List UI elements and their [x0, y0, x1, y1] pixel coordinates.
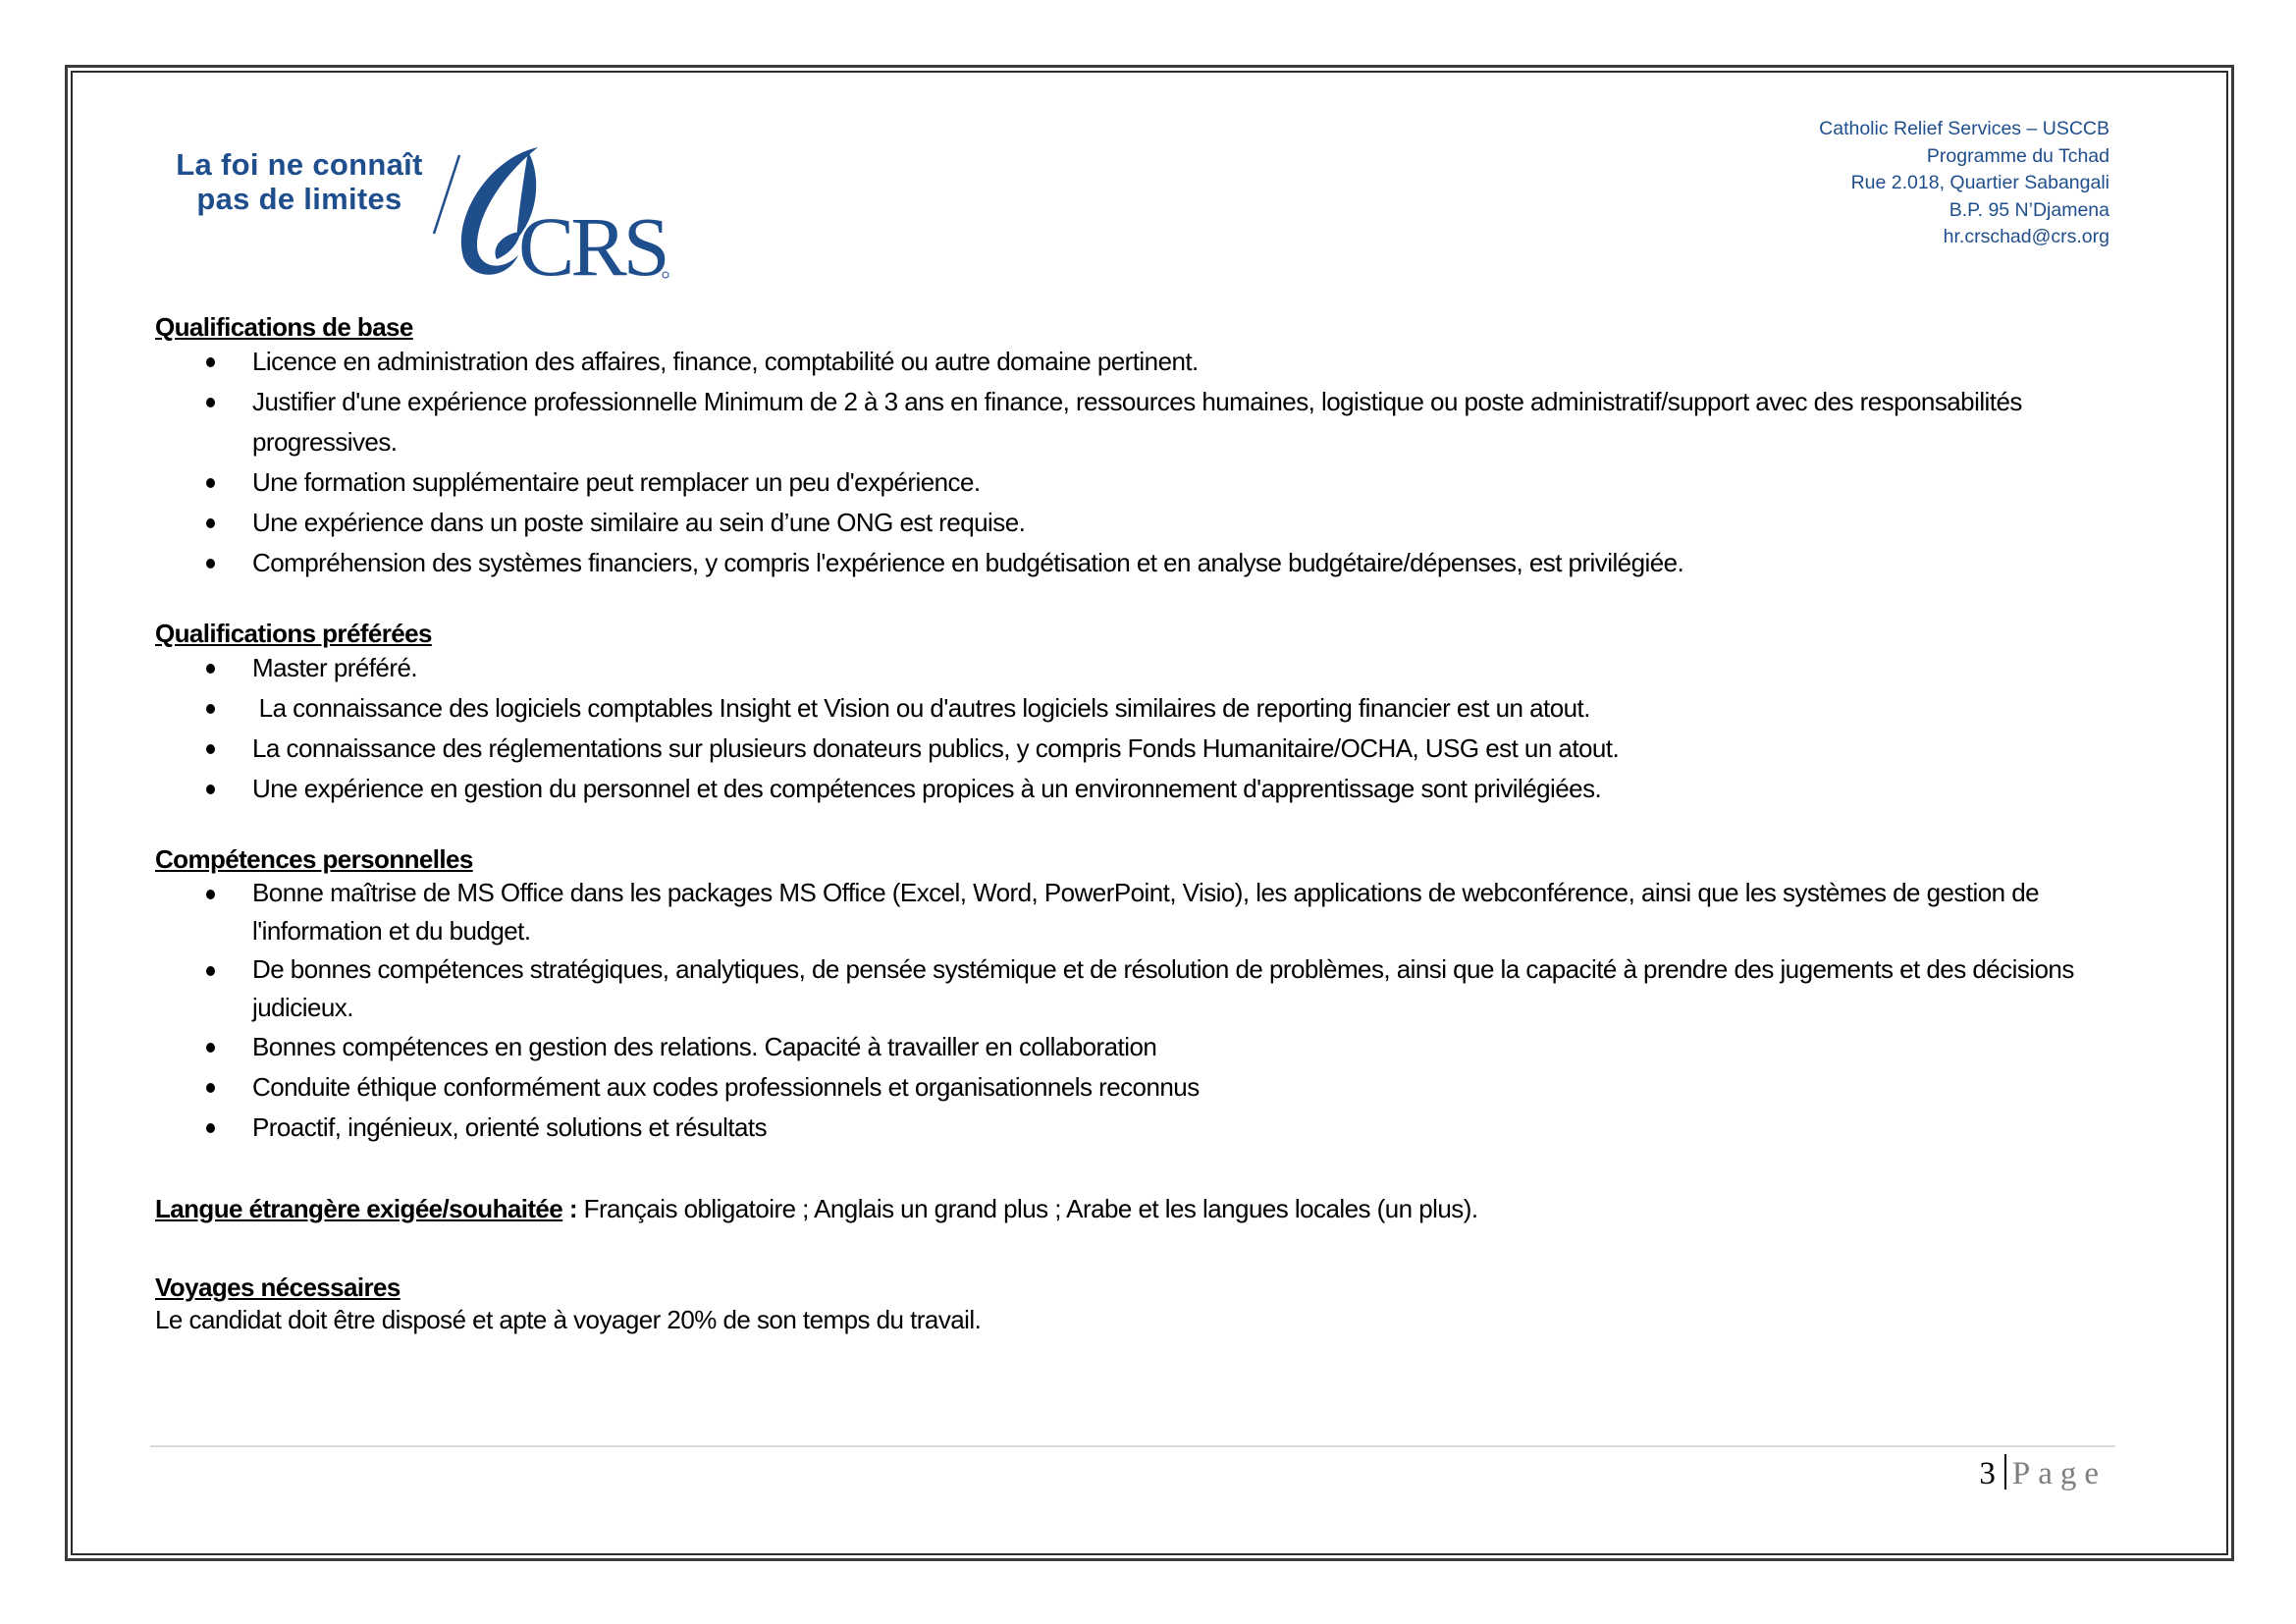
bullet-icon [206, 966, 215, 976]
section-heading-skills: Compétences personnelles [155, 844, 473, 874]
crs-logo [152, 137, 712, 285]
bullet-icon [206, 357, 215, 367]
list-item-text: La connaissance des logiciels comptables Insight et Vision ou d'autres logiciels similaires de reporting financier est un atout. [252, 693, 1590, 723]
list-item-text: Master préféré. [252, 653, 418, 682]
section-heading-language: Langue étrangère exigée/souhaitée [155, 1194, 563, 1223]
list-item [155, 503, 2113, 543]
list-item-text: Bonnes compétences en gestion des relations. Capacité à travailler en collaboration [252, 1032, 1157, 1061]
section-heading-travel: Voyages nécessaires [155, 1272, 400, 1302]
list-item [155, 1027, 2113, 1067]
language-text: Français obligatoire ; Anglais un grand plus ; Arabe et les langues locales (un plus). [576, 1194, 1478, 1223]
crs-flame-mark-icon [422, 137, 717, 285]
list-item [155, 950, 2113, 1027]
office-address [1819, 116, 2109, 251]
bullet-icon [206, 398, 215, 407]
bullet-icon [206, 518, 215, 528]
list-item [155, 462, 2113, 503]
logo-brand: CRS [518, 199, 667, 285]
bullet-icon [206, 744, 215, 754]
bullet-icon [206, 785, 215, 794]
document-body [155, 312, 2113, 1337]
list-item-text: Conduite éthique conformément aux codes professionnels et organisationnels reconnus [252, 1072, 1200, 1102]
list-item [155, 769, 2113, 809]
list-item-text: De bonnes compétences stratégiques, analytiques, de pensée systémique et de résolution de problèmes, ainsi que la capacité à prendre des jugements et des décisions judicieux. [252, 954, 2074, 1022]
page-number-value: 3 [1979, 1456, 1997, 1491]
bullet-icon [206, 478, 215, 488]
list-item [155, 688, 2113, 729]
list-item-text: Une expérience dans un poste similaire au sein d’une ONG est requise. [252, 508, 1026, 537]
personal-skills-list [155, 874, 2113, 1148]
logo-tagline-line1: La foi ne connaît [176, 147, 423, 182]
language-colon: : [562, 1194, 577, 1223]
bullet-icon [206, 559, 215, 568]
logo-tagline-line2: pas de limites [196, 182, 402, 216]
list-item [155, 1067, 2113, 1108]
page-label: Page [2011, 1456, 2107, 1491]
logo-tagline [152, 147, 447, 216]
list-item-text: Une formation supplémentaire peut remplacer un peu d'expérience. [252, 467, 981, 497]
list-item-text: La connaissance des réglementations sur plusieurs donateurs publics, y compris Fonds Humanitaire/OCHA, USG est un atout. [252, 733, 1620, 763]
list-item [155, 729, 2113, 769]
section-heading-preferred: Qualifications préférées [155, 619, 432, 648]
address-line: Rue 2.018, Quartier Sabangali [1850, 172, 2109, 193]
footer-divider [150, 1445, 2115, 1447]
list-item [155, 382, 2113, 462]
list-item-text: Proactif, ingénieux, orienté solutions et résultats [252, 1112, 768, 1142]
list-item-text: Licence en administration des affaires, finance, comptabilité ou autre domaine pertinent. [252, 347, 1199, 376]
list-item-text: Une expérience en gestion du personnel et des compétences propices à un environnement d'apprentissage sont privilégiées. [252, 774, 1602, 803]
list-item [155, 874, 2113, 950]
bullet-icon [206, 1123, 215, 1133]
list-item-text: Compréhension des systèmes financiers, y compris l'expérience en budgétisation et en analyse budgétaire/dépenses, est privilégiée. [252, 548, 1684, 577]
address-line: B.P. 95 N’Djamena [1949, 198, 2109, 221]
list-item [155, 1108, 2113, 1148]
section-heading-base: Qualifications de base [155, 312, 413, 342]
bullet-icon [206, 890, 215, 899]
list-item [155, 648, 2113, 688]
preferred-qualifications-list [155, 648, 2113, 809]
language-requirement [155, 1189, 2113, 1229]
address-line: Catholic Relief Services – USCCB [1819, 118, 2109, 139]
list-item [155, 342, 2113, 382]
address-email[interactable]: hr.crschad@crs.org [1943, 226, 2109, 247]
bullet-icon [206, 664, 215, 674]
list-item-text: Justifier d'une expérience professionnelle Minimum de 2 à 3 ans en finance, ressources humaines, logistique ou poste administratif/support avec des responsabilités progressives. [252, 387, 2022, 457]
list-item-text: Bonne maîtrise de MS Office dans les packages MS Office (Excel, Word, PowerPoint, Visio), les applications de webconférence, ainsi que les systèmes de gestion de l'information et du budget. [252, 878, 2040, 946]
page-number-separator [2004, 1454, 2006, 1489]
list-item [155, 543, 2113, 583]
bullet-icon [206, 1043, 215, 1053]
page-number [1979, 1454, 2107, 1492]
travel-text: Le candidat doit être disposé et apte à voyager 20% de son temps du travail. [155, 1305, 982, 1334]
bullet-icon [206, 1083, 215, 1093]
bullet-icon [206, 704, 215, 714]
address-line: Programme du Tchad [1926, 144, 2109, 167]
base-qualifications-list [155, 342, 2113, 583]
